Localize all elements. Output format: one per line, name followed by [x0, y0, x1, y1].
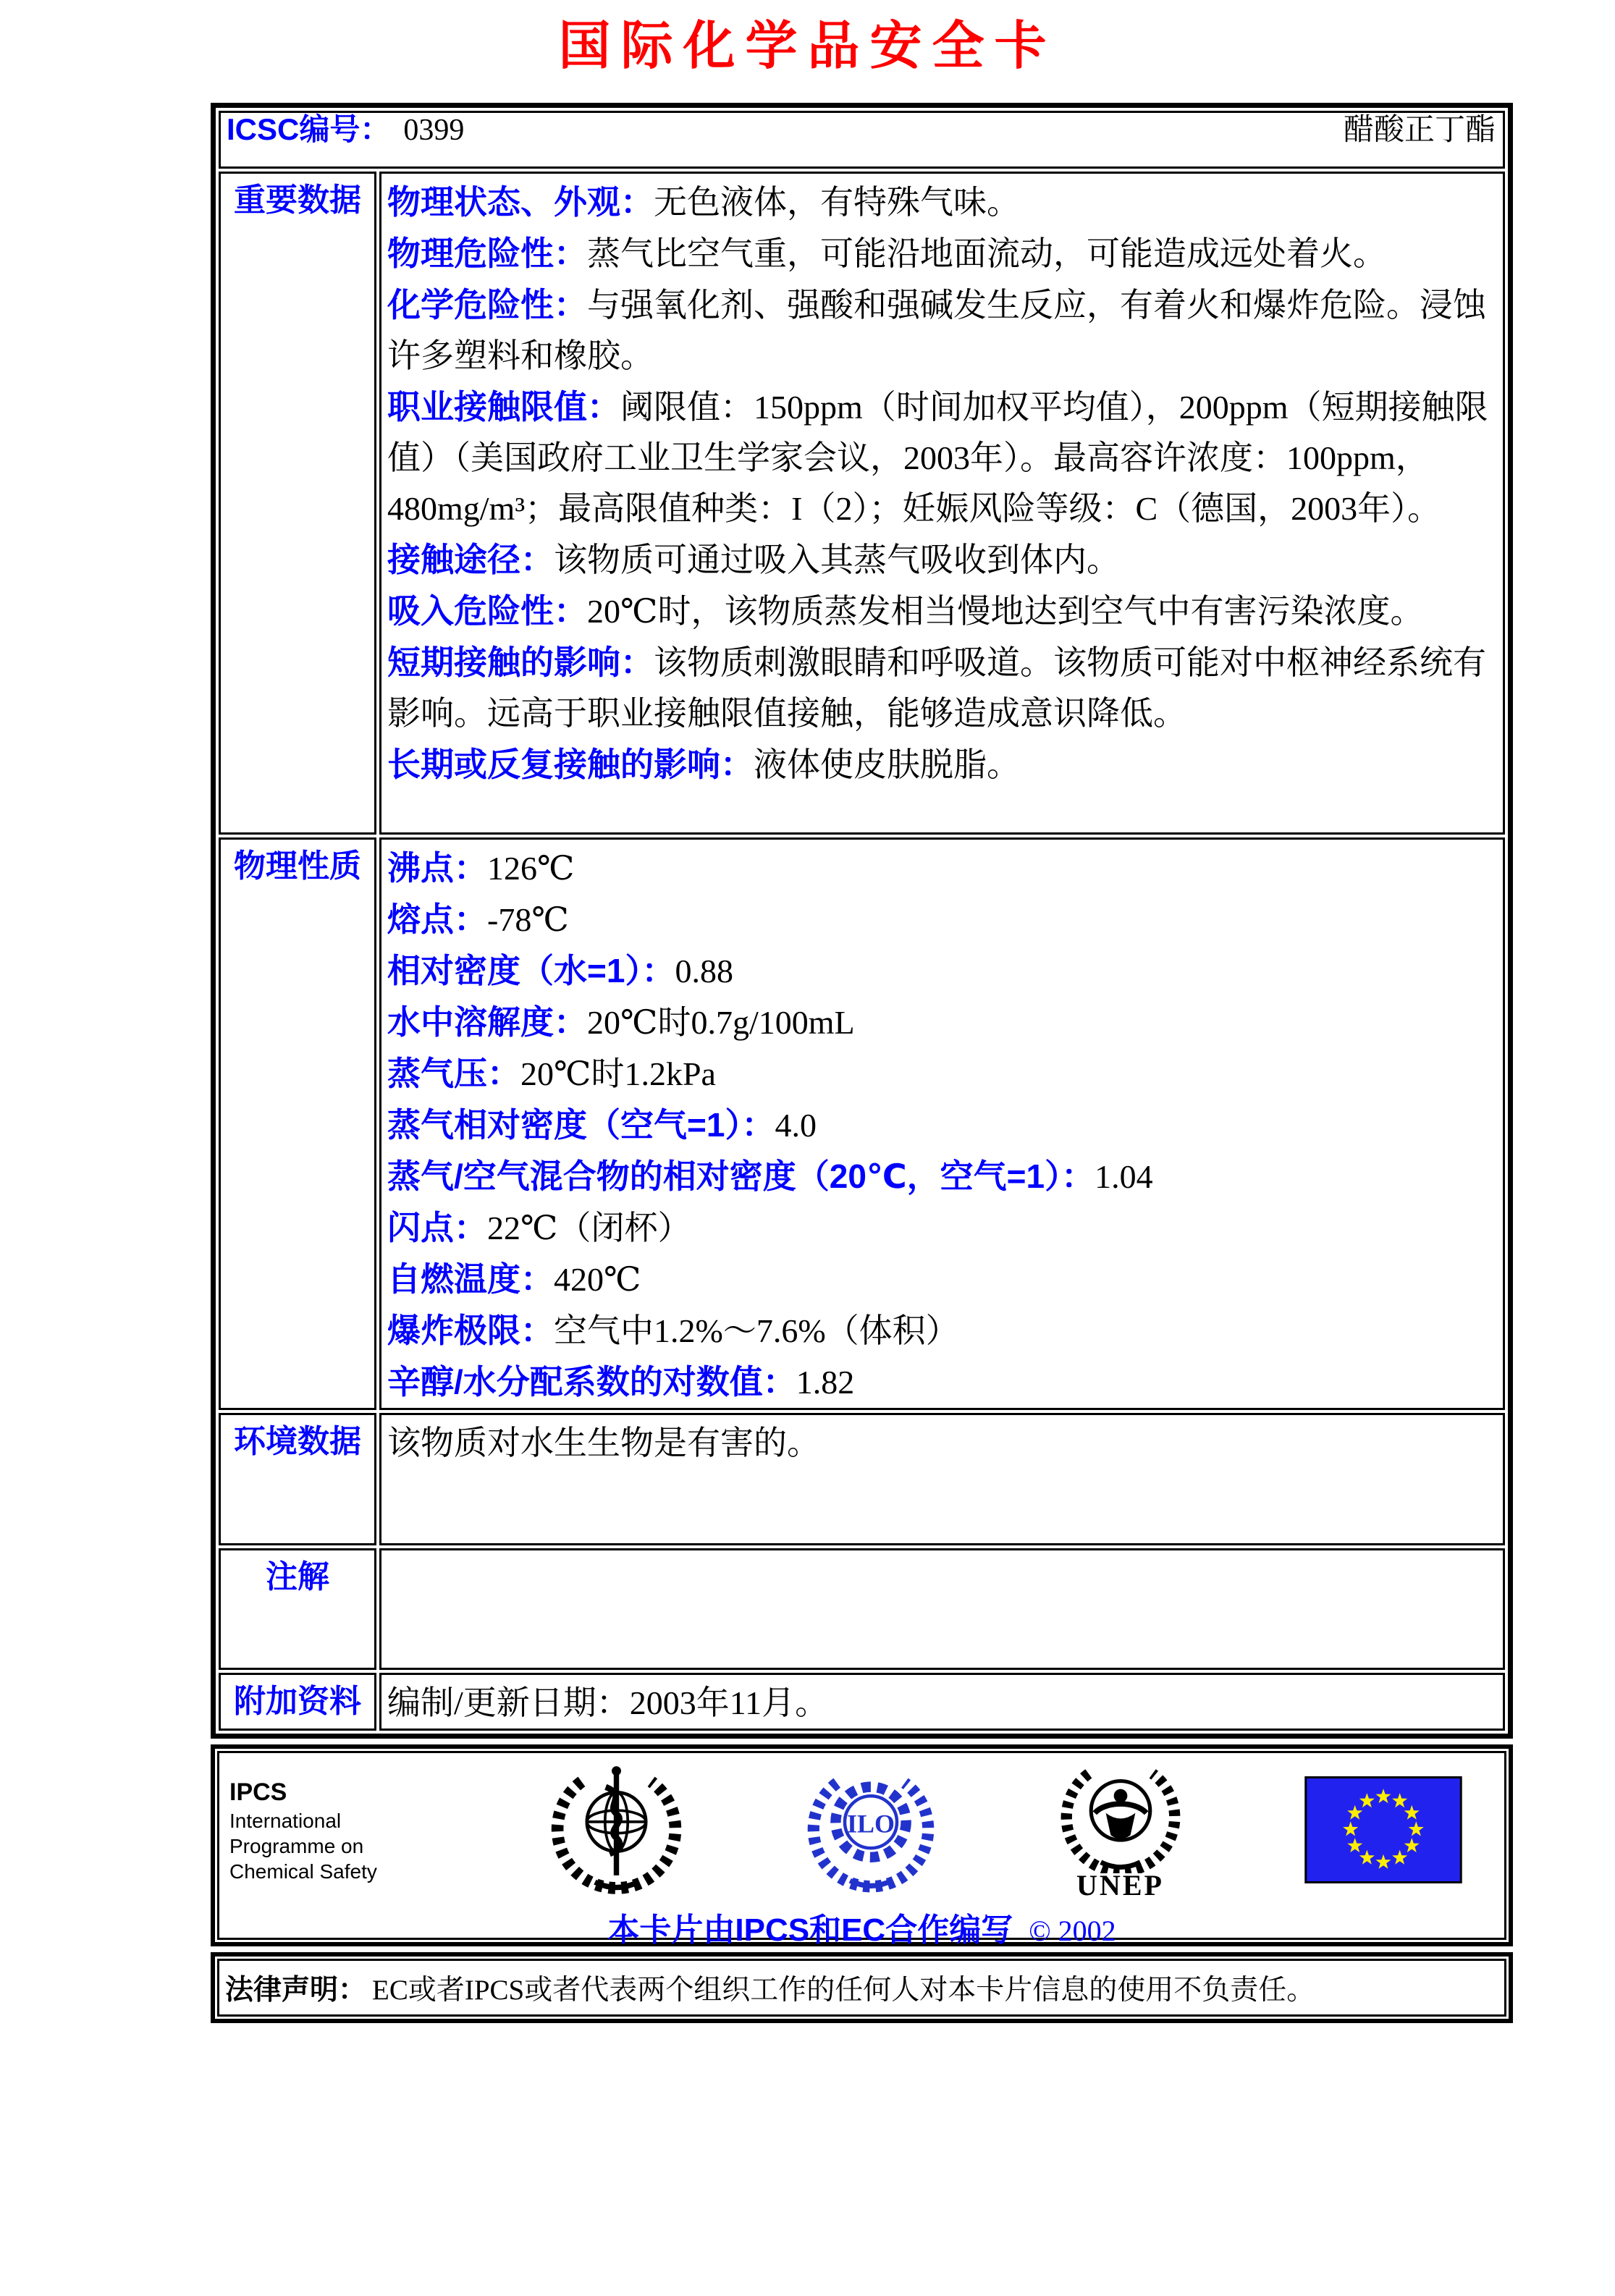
item-text: 126℃ — [487, 850, 575, 887]
environmental-data-text: 该物质对水生生物是有害的。 — [387, 1425, 820, 1461]
item-text: 蒸气比空气重，可能沿地面流动，可能造成远处着火。 — [587, 235, 1386, 272]
row-label-notes: 注解 — [219, 1548, 376, 1670]
legal-notice-text: EC或者IPCS或者代表两个组织工作的任何人对本卡片信息的使用不负责任。 — [372, 1975, 1315, 2006]
legal-box — [211, 1952, 1513, 2023]
page-title: 国际化学品安全卡 — [558, 17, 1057, 75]
header-cell — [219, 111, 1505, 169]
item-text: 液体使皮肤脱脂。 — [754, 746, 1020, 783]
environmental-data-row — [219, 1413, 1505, 1545]
item-text: 1.04 — [1095, 1158, 1153, 1195]
item-label: 蒸气/空气混合物的相对密度（20℃，空气=1）： — [387, 1157, 1095, 1195]
prop-vapor-density — [387, 1100, 1496, 1151]
item-text: 20℃时0.7g/100mL — [587, 1004, 855, 1041]
additional-info-text: 编制/更新日期：2003年11月。 — [387, 1684, 829, 1721]
item-label: 职业接触限值： — [387, 388, 620, 426]
item-label: 接触途径： — [387, 541, 554, 578]
unep-logo-icon — [1059, 1759, 1182, 1873]
data-item-exposure-routes — [387, 534, 1496, 586]
item-text: 与强氧化剂、强酸和强碱发生反应，有着火和爆炸危险。浸蚀许多塑料和橡胶。 — [387, 287, 1486, 374]
credit-line — [219, 1904, 1504, 1950]
prop-octanol-water — [387, 1356, 1496, 1408]
item-text: 该物质刺激眼睛和呼吸道。该物质可能对中枢神经系统有影响。远高于职业接触限值接触，能够造成意识降低。 — [387, 644, 1486, 732]
prop-vapor-air-density — [387, 1151, 1496, 1202]
header-row — [219, 111, 1505, 169]
credit-year: © 2002 — [1029, 1915, 1116, 1947]
item-label: 蒸气相对密度（空气=1）： — [387, 1106, 775, 1144]
data-item-physical-hazard — [387, 228, 1496, 279]
row-label-environmental-data: 环境数据 — [219, 1413, 376, 1545]
item-text: 无色液体，有特殊气味。 — [654, 184, 1020, 221]
additional-info-row — [219, 1673, 1505, 1731]
unep-logo-group — [1059, 1759, 1182, 1901]
item-label: 长期或反复接触的影响： — [387, 746, 754, 783]
item-label: 短期接触的影响： — [387, 643, 654, 681]
who-logo-icon — [549, 1760, 683, 1899]
item-text: 该物质可通过吸入其蒸气吸收到体内。 — [554, 541, 1120, 578]
item-label: 闪点： — [387, 1209, 487, 1246]
important-data-content — [379, 172, 1505, 835]
ilo-logo-icon — [806, 1761, 936, 1899]
prop-explosive-limits — [387, 1305, 1496, 1356]
legal-notice-label: 法律声明： — [225, 1975, 367, 2006]
item-label: 蒸气压： — [387, 1055, 520, 1092]
item-label: 沸点： — [387, 849, 487, 887]
item-label: 爆炸极限： — [387, 1312, 554, 1349]
item-text: 1.82 — [796, 1364, 855, 1401]
item-label: 物理状态、外观： — [387, 183, 654, 221]
item-label: 吸入危险性： — [387, 592, 587, 630]
ipcs-text-block — [229, 1776, 426, 1884]
row-label-physical-properties: 物理性质 — [219, 837, 376, 1410]
item-label: 自燃温度： — [387, 1260, 554, 1298]
ipcs-line-1: International — [229, 1809, 342, 1832]
item-text: 0.88 — [675, 953, 733, 989]
ipcs-line-3: Chemical Safety — [229, 1860, 377, 1883]
chemical-name: 醋酸正丁酯 — [1343, 113, 1496, 147]
eu-flag-icon — [1304, 1776, 1462, 1883]
prop-water-solubility — [387, 997, 1496, 1048]
item-text: 22℃（闭杯） — [487, 1210, 691, 1246]
icsc-card-table — [211, 103, 1513, 1739]
physical-properties-row — [219, 837, 1505, 1410]
data-item-long-term-effects — [387, 739, 1496, 790]
data-item-short-term-effects — [387, 637, 1496, 739]
notes-content — [379, 1548, 1505, 1670]
footer-box — [211, 1744, 1513, 1946]
data-item-physical-state — [387, 177, 1496, 228]
item-text: 空气中1.2%～7.6%（体积） — [554, 1312, 959, 1349]
row-label-additional-info: 附加资料 — [219, 1673, 376, 1731]
item-label: 水中溶解度： — [387, 1003, 587, 1041]
data-item-inhalation-risk — [387, 586, 1496, 637]
logos-row — [219, 1760, 1504, 1902]
item-label: 相对密度（水=1）： — [387, 952, 675, 989]
icsc-number-label: ICSC编号： — [227, 112, 391, 146]
environmental-data-content — [379, 1413, 1505, 1545]
item-text: 阈限值：150ppm（时间加权平均值），200ppm（短期接触限值）（美国政府工业卫生学家会议，2003年）。最高容许浓度：100ppm，480mg/m³；最高限值种类：I（2）；妊娠风险等级：C（德国，2003年）。 — [387, 389, 1488, 527]
prop-autoignition-temp — [387, 1254, 1496, 1305]
item-text: -78℃ — [487, 901, 569, 938]
data-item-occupational-limits — [387, 381, 1496, 534]
item-text: 20℃时1.2kPa — [520, 1055, 716, 1092]
item-text: 420℃ — [554, 1261, 641, 1298]
prop-vapor-pressure — [387, 1048, 1496, 1100]
row-label-important-data: 重要数据 — [219, 172, 376, 835]
important-data-row — [219, 172, 1505, 835]
icsc-number-value: 0399 — [403, 114, 465, 147]
ipcs-acronym: IPCS — [229, 1778, 287, 1806]
notes-row — [219, 1548, 1505, 1670]
data-item-chemical-hazard — [387, 279, 1496, 381]
item-text: 20℃时，该物质蒸发相当慢地达到空气中有害污染浓度。 — [587, 593, 1424, 630]
item-label: 熔点： — [387, 900, 487, 938]
physical-properties-content — [379, 837, 1505, 1410]
prop-melting-point — [387, 894, 1496, 945]
item-label: 物理危险性： — [387, 235, 587, 272]
ipcs-line-2: Programme on — [229, 1834, 364, 1857]
icsc-number-group — [227, 113, 464, 147]
ilo-caption: ILO — [846, 1809, 895, 1839]
prop-flash-point — [387, 1202, 1496, 1254]
prop-boiling-point — [387, 843, 1496, 894]
unep-caption: UNEP — [1076, 1869, 1164, 1902]
item-label: 辛醇/水分配系数的对数值： — [387, 1363, 796, 1401]
credit-text: 本卡片由IPCS和EC合作编写 — [607, 1912, 1013, 1948]
prop-relative-density — [387, 945, 1496, 997]
additional-info-content — [379, 1673, 1505, 1731]
item-text: 4.0 — [775, 1107, 817, 1144]
item-label: 化学危险性： — [387, 286, 587, 324]
